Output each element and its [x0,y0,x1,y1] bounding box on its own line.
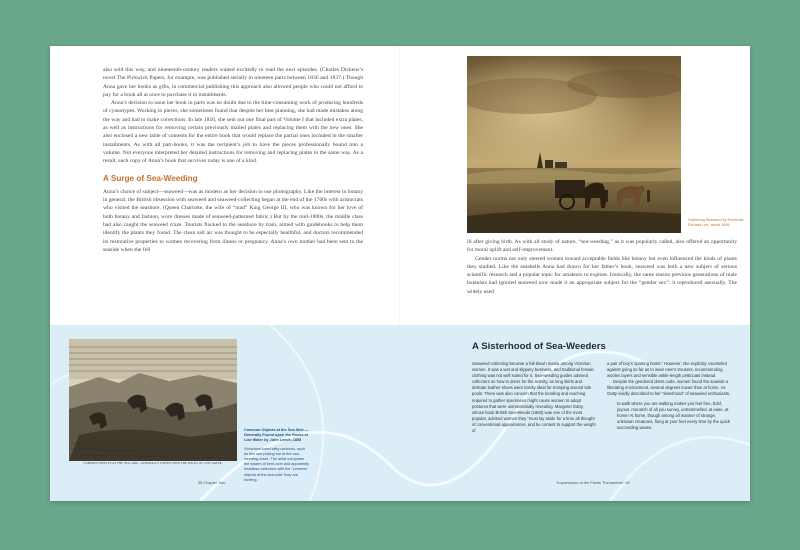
folio-left: 58 Chapter Two [198,480,226,485]
sidebar-panel [50,325,750,501]
gatty-quote: to walk where you are walking makes you feel free, bold, joyous, monarch of all you survey, untrammelled, at ease, at home! At home, though among all manner of strange, unknown creatures, flung at your feet every time by the quick succeeding waves. [617,400,730,430]
sidebar-title: A Sisterhood of Sea-Weeders [472,341,606,352]
seaweed-gathering-painting [467,56,681,233]
sidebar-column-1 [472,361,596,434]
sidebar-column-2 [607,361,733,431]
sidebar-col2-para2: Despite the gendered dress code, women found the seaside a liberating environment, several degrees looser than at home. As Gatty vividly described to her “sisterhood” of seaweed enthusiasts, [607,379,731,397]
left-paragraph-1: also sold this way, and nineteenth-century readers waited excitedly to read the next episodes. (Charles Dickens’s novel The Pickwick Papers, for example, was published serially in nineteen parts between 1836 and 1837.) Though Anna gave her books as gifts, in commercial publishing this approach also allowed people who could not afford to pay for a book all at once to purchase it in installments. [103,67,363,98]
painting-image [467,56,681,233]
leech-cartoon-engraving [69,339,237,468]
engraving-caption: COMMON OBJECTS AT THE SEA-SIDE—GENERALLY FOUND UPON THE ROCKS AT LOW WATER. [83,462,223,465]
cartoon-credit: Common Objects at the Sea-Side —Generally Found upon the Rocks at Low Water by John Leech, 1858 [244,428,309,443]
cartoon-description: Victorians loved witty cartoons, such as this one poking fun at the sea-weeding craze. The artist compares the swarm of bent-over and apparently headless collectors with the “common objects at the sea-side” they are hunting. [244,446,310,482]
cartoon-image [69,339,237,461]
cartoon-side-caption [244,428,310,486]
sidebar-col2-para1: a pair of boy’s sporting boots.” However, she explicitly counseled against going so far as to wear men’s trousers, recommending woolen layers and sensible ankle-length petticoats instead. [607,361,727,379]
right-page-text [467,238,737,296]
left-paragraph-2: Anna’s decision to issue her book in parts was no doubt due to the time-consuming work of producing hundreds of cyanotypes. Working in pieces, she sometimes found that despite her best planning, she had made mistakes along the way and had to make corrections. In late 1850, she sent out one final part of Volume I that included extra plates, as well as instructions for removing certain previously mailed plates and replacing them with the new ones. She also enclosed a new table of contents for the entire book that would replace the partial ones included in the smaller installments. As with all part-books, it was the recipient’s job to have the pieces professionally bound into a volume. Not everyone interpreted her detailed instructions for removing and replacing plates in the same way. As a result, each copy of Anna’s book that survives today is one of a kind. [103,100,363,165]
left-paragraph-3: Anna’s choice of subject—seaweed—was as modern as her decision to use photography. Like the interest in botany in general, the British obsession with seaweed and seaweed-collecting began at the end of the 1700s with aristocrats who visited the seashore. (Queen Charlotte, the wife of “mad” King George III, who was known for her love of both botany and fashion, wore dresses made of seaweed-patterned fabric.) But by the mid-1800s, the middle class had also caught the seaweed craze. Tourists flocked to the seashore by train, armed with guidebooks to help them identify the plants they found. The clean salt air was thought to be especially healthful, and doctors recommended its restorative properties to women recovering from illness or pregnancy. Anna’s own mother had been sent to the seaside when she fell [103,188,363,253]
sidebar-col1-text: Seaweed-collecting became a full-blown mania among Victorian women. It was a wet and slippery business, and traditional female clothing was not well suited for it. Sea-weeding guides advised collectors on how to dress for the activity, as long skirts and delicate leather shoes were hardly ideal for tromping around tide pools. There was also concern that the bending and reaching required to gather specimens might cause women to adopt postures that were unintentionally revealing. Margaret Gatty, whose book British Sea-Weeds (1863) was one of the most popular, advised women they “must lay aside for a time all thought of conventional appearances, and be content to support the weight of [472,361,596,434]
left-page-text [103,66,363,254]
book-spread [50,46,750,501]
right-paragraph-1: ill after giving birth. As with all study of nature, “sea-weeding,” as it was popularly called, also offered an opportunity for moral uplift and self-improvement. [467,239,737,254]
section-heading: A Surge of Sea-Weeding [103,173,198,183]
right-paragraph-2: Gender norms not only steered women toward acceptable fields like botany but even influenced the kinds of plants they studied. Like the seashells Anna had drawn for her father’s book, seaweed was both a new subject of serious scientific research and a popular topic for amateurs to explore. Ironically, the same reason previous generations of male botanists had ignored seaweed now made it an appropriate subject for the “gentler sex”: it reproduced asexually. The widely used [467,255,737,295]
folio-right: “Impressions of the Plants Themselves” 59 [556,480,630,485]
painting-caption: Gathering Seaweed by Frederick Richard Lee, about 1836 [688,218,744,228]
